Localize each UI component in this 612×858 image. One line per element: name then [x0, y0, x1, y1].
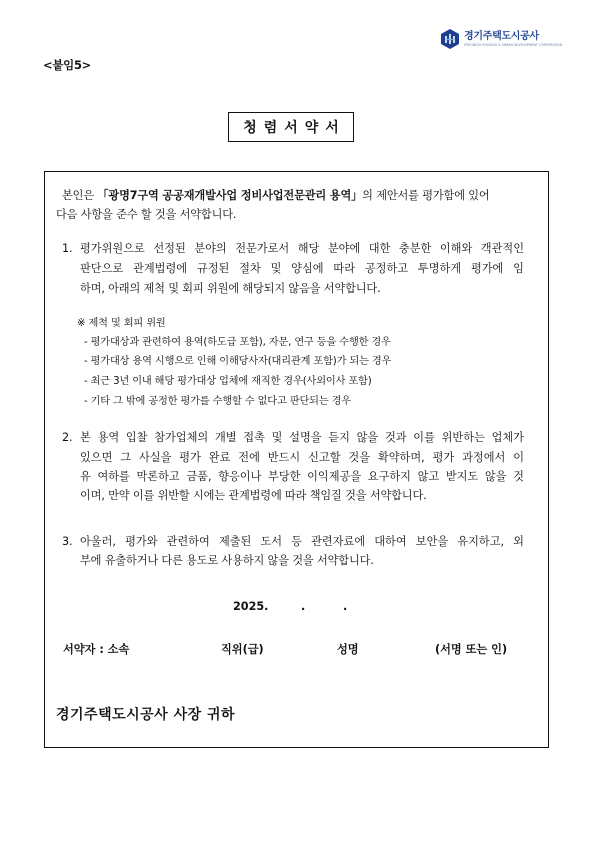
intro-line-1	[62, 189, 490, 203]
item-1-number: 1.	[62, 242, 73, 255]
company-logo	[440, 28, 562, 50]
attachment-label: <붙임5>	[43, 58, 91, 72]
intro-prefix: 본인은	[62, 189, 98, 202]
exclusion-item: - 평가대상과 관련하여 용역(하도급 포함), 자문, 연구 등을 수행한 경우	[84, 337, 391, 348]
exclusion-item: - 최근 3년 이내 해당 평가대상 업체에 재직한 경우(사외이사 포함)	[84, 376, 372, 387]
date-year: 2025.	[233, 600, 269, 613]
signature-seal-label: (서명 또는 인)	[435, 643, 508, 656]
position-label: 직위(급)	[221, 643, 264, 656]
item-2-line-3: 유 여하를 막론하고 금품, 향응이나 부당한 이익제공을 요구하지 않고 받지도 않을 것	[80, 470, 524, 483]
exclusion-heading: ※ 제척 및 회피 위원	[77, 318, 166, 329]
item-2-number: 2.	[62, 431, 73, 444]
item-2-line-4: 이며, 만약 이를 위반할 시에는 관계법령에 따라 책임질 것을 서약합니다.	[80, 489, 427, 502]
document-title-box	[228, 112, 354, 142]
exclusion-item: - 평가대상 용역 시행으로 인해 이해당사자(대리관계 포함)가 되는 경우	[84, 356, 392, 367]
name-label: 성명	[337, 643, 359, 656]
item-2-line-1: 본 용역 입찰 참가업체의 개별 접촉 및 설명을 듣지 않을 것과 이를 위반하는 업체가	[80, 431, 524, 444]
logo-name: 경기주택도시공사	[464, 30, 539, 42]
item-3-line-1: 아울러, 평가와 관련하여 제출된 도서 등 관련자료에 대하여 보안을 유지하고, 외	[80, 535, 524, 548]
intro-line-2: 다음 사항을 준수 할 것을 서약합니다.	[56, 208, 237, 221]
item-1-line-3: 하며, 아래의 제척 및 회피 위원에 해당되지 않음을 서약합니다.	[80, 282, 381, 295]
date-day: .	[343, 600, 348, 613]
document-title: 청렴서약서	[243, 120, 346, 136]
item-1-line-2: 판단으로 관계법령에 규정된 절차 및 양심에 따라 공정하고 투명하게 평가에 임	[80, 262, 524, 275]
logo-subtitle: GYEONGGI HOUSING & URBAN DEVELOPMENT CORPORATION	[464, 42, 562, 47]
date-month: .	[301, 600, 306, 613]
addressee: 경기주택도시공사 사장 귀하	[56, 707, 236, 723]
item-3-number: 3.	[62, 535, 73, 548]
exclusion-item: - 기타 그 밖에 공정한 평가를 수행할 수 없다고 판단되는 경우	[84, 396, 351, 407]
intro-suffix: 의 제안서를 평가함에 있어	[362, 189, 490, 202]
item-3-line-2: 부에 유출하거나 다른 용도로 사용하지 않을 것을 서약합니다.	[80, 554, 374, 567]
item-1-line-1: 평가위원으로 선정된 분야의 전문가로서 해당 분야에 대한 충분한 이해와 객관적인	[80, 242, 524, 255]
pledger-affiliation-label: 서약자 : 소속	[63, 643, 130, 656]
project-name: 「광명7구역 공공재개발사업 정비사업전문관리 용역」	[97, 189, 363, 202]
company-logo-icon	[440, 28, 460, 50]
item-2-line-2: 있으면 그 사실을 평가 완료 전에 반드시 신고할 것을 확약하며, 평가 과정에서 이	[80, 451, 524, 464]
